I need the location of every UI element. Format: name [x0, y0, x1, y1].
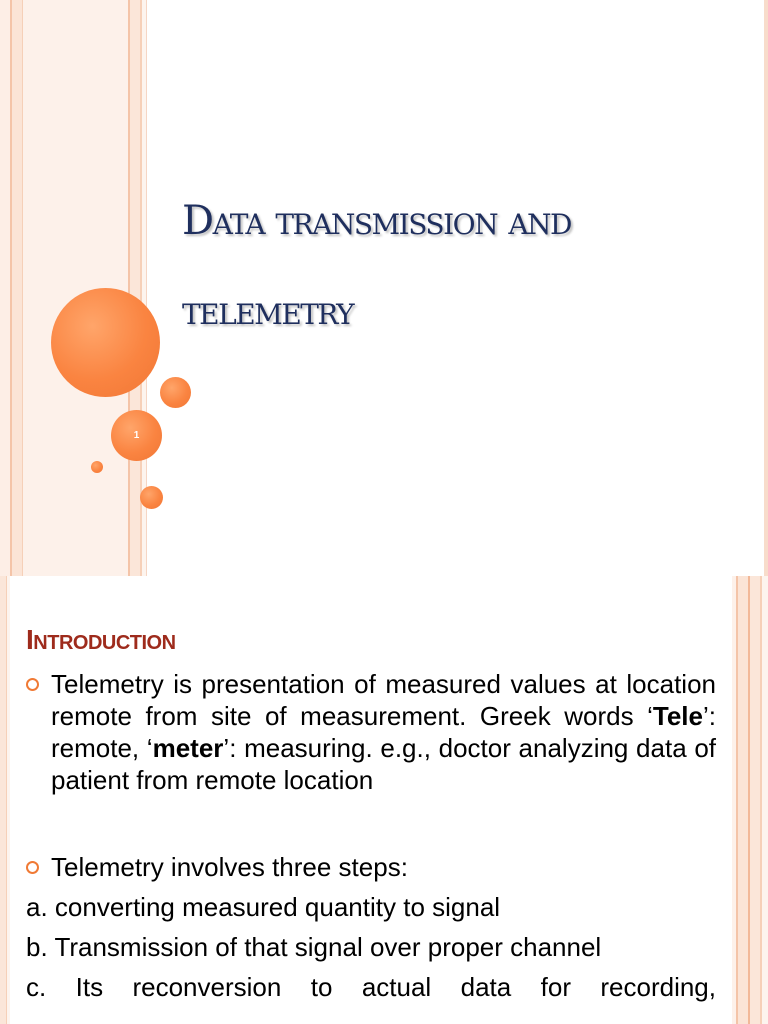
bullet-text: ’: remote, ‘ [51, 701, 716, 763]
decorative-right-band [732, 576, 768, 1024]
slide-title-line-2: telemetry [182, 288, 354, 334]
decorative-circle-large [51, 288, 160, 397]
bold-term-tele: Tele [652, 701, 703, 731]
circle-bullet-icon [26, 861, 39, 874]
decorative-left-band [0, 576, 10, 1024]
decorative-circle-medium [160, 377, 191, 408]
bullet-item-steps [26, 851, 716, 883]
bullet-text: Telemetry involves three steps: [51, 852, 408, 882]
bold-term-meter: meter [152, 733, 224, 763]
list-item: c. Its reconversion to actual data for recording, [26, 972, 716, 1002]
bullet-text: Telemetry is presentation of measured values at location remote from site of measurement. Greek words ‘ [51, 669, 716, 731]
decorative-circle-small-2 [140, 486, 163, 509]
decorative-edge-band [764, 0, 768, 576]
decorative-circle-small [91, 461, 103, 473]
introduction-slide [0, 576, 768, 1024]
circle-bullet-icon [26, 678, 39, 691]
slide-number: 1 [133, 430, 140, 441]
slide-title [182, 176, 742, 356]
list-item: a. converting measured quantity to signal [26, 892, 501, 922]
steps-list [26, 891, 716, 1003]
bullet-item-definition [26, 668, 716, 796]
bullet-text: ’: measuring. e.g., doctor analyzing data of patient from remote location [51, 733, 716, 795]
decorative-side-band [0, 0, 146, 576]
slide-heading: Introduction [26, 624, 176, 655]
list-item: b. Transmission of that signal over proper channel [26, 932, 602, 962]
slide-number-circle [111, 410, 162, 461]
slide-body [26, 668, 716, 1011]
slide-title-line-1: Data transmission and [182, 198, 572, 244]
